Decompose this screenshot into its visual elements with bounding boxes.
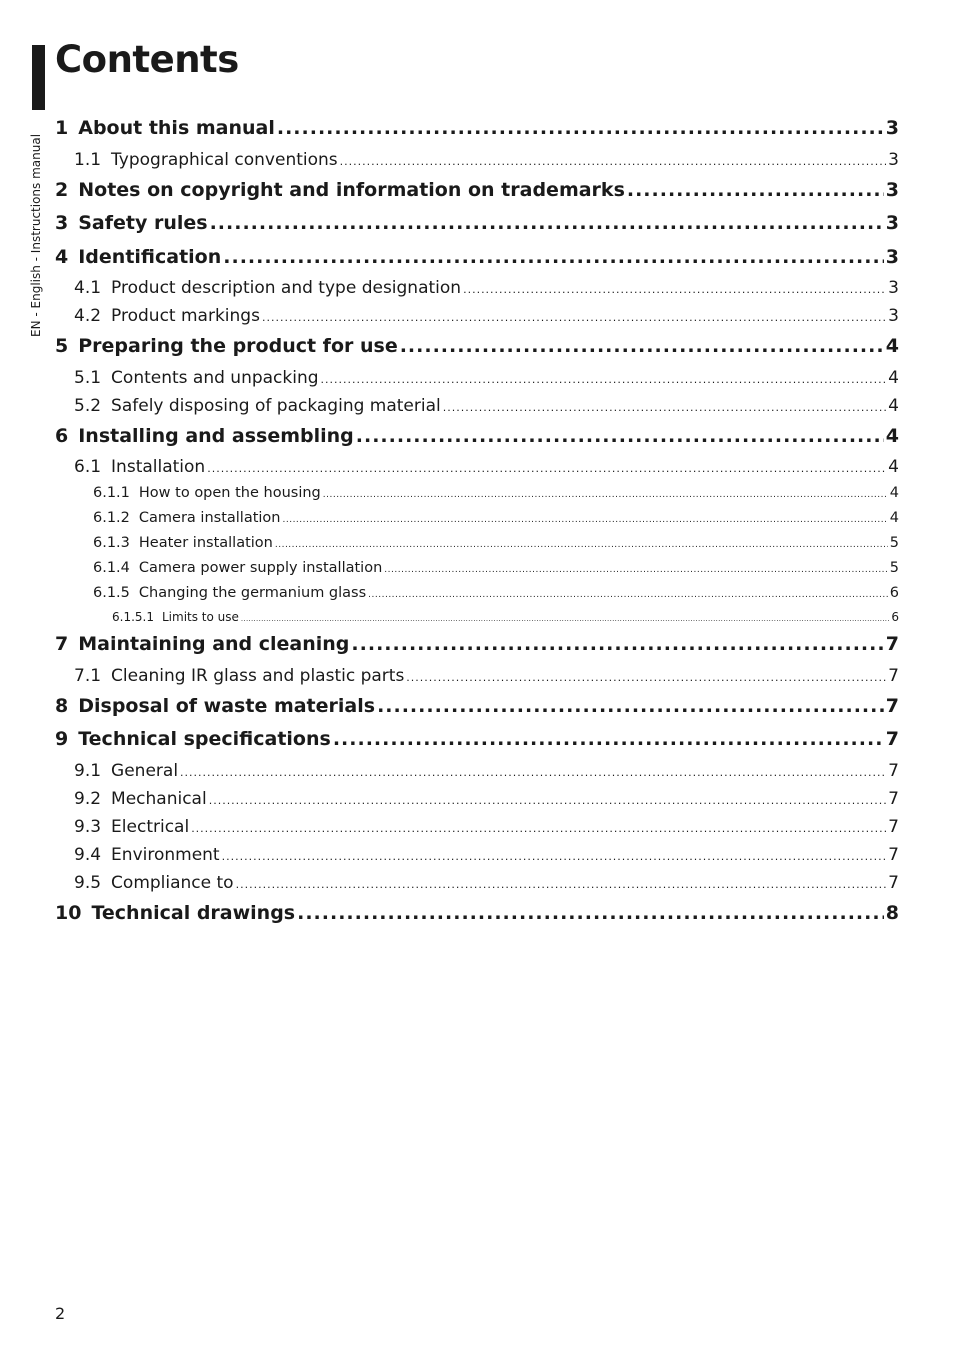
toc-entry-label: Installing and assembling bbox=[78, 424, 354, 447]
toc-entry[interactable] bbox=[55, 897, 899, 931]
toc-entry-label: Cleaning IR glass and plastic parts bbox=[111, 665, 405, 686]
toc-entry[interactable] bbox=[55, 813, 899, 841]
toc-dot-leader bbox=[207, 455, 886, 483]
toc-dot-leader bbox=[340, 148, 887, 176]
toc-dot-leader bbox=[262, 304, 886, 332]
toc-entry-page: 3 bbox=[885, 117, 899, 139]
toc-entry-page: 7 bbox=[885, 728, 899, 750]
toc-entry[interactable] bbox=[55, 785, 899, 813]
toc-dot-leader bbox=[210, 207, 884, 241]
toc-dot-leader bbox=[368, 583, 888, 608]
toc-entry-label: Safety rules bbox=[78, 212, 208, 234]
toc-entry-number: 6 bbox=[55, 424, 69, 447]
toc-entry-number: 9.1 bbox=[74, 760, 102, 781]
toc-entry-label: How to open the housing bbox=[138, 485, 321, 501]
toc-entry[interactable] bbox=[55, 364, 899, 392]
toc-entry-label: Disposal of waste materials bbox=[78, 694, 376, 717]
toc-entry-number: 9.3 bbox=[74, 816, 102, 837]
toc-entry[interactable] bbox=[55, 581, 899, 606]
toc-entry[interactable] bbox=[55, 723, 899, 757]
toc-dot-leader bbox=[384, 558, 887, 583]
toc-entry-label: Product markings bbox=[111, 306, 260, 326]
toc-dot-leader bbox=[333, 723, 884, 757]
toc-entry-number: 9 bbox=[55, 728, 69, 750]
toc-entry-page: 3 bbox=[888, 278, 899, 298]
toc-entry[interactable] bbox=[55, 174, 899, 208]
toc-dot-leader bbox=[222, 843, 887, 871]
toc-entry-label: Identification bbox=[78, 245, 222, 268]
toc-entry-page: 7 bbox=[885, 633, 899, 655]
toc-entry-label: Contents and unpacking bbox=[111, 367, 319, 388]
toc-entry-label: Mechanical bbox=[111, 788, 207, 809]
toc-entry-number: 3 bbox=[55, 212, 69, 234]
toc-entry-number: 6.1.3 bbox=[93, 535, 130, 551]
toc-entry[interactable] bbox=[55, 241, 899, 275]
toc-entry-label: Camera power supply installation bbox=[138, 560, 383, 576]
toc-entry-page: 4 bbox=[889, 510, 899, 526]
toc-entry-number: 5.2 bbox=[74, 395, 102, 416]
toc-entry-page: 8 bbox=[885, 901, 899, 924]
toc-entry-page: 5 bbox=[889, 535, 899, 551]
toc-entry-number: 9.2 bbox=[74, 788, 102, 809]
toc-entry[interactable] bbox=[55, 628, 899, 662]
toc-entry-page: 7 bbox=[888, 665, 899, 686]
toc-entry[interactable] bbox=[55, 606, 899, 628]
toc-entry[interactable] bbox=[55, 757, 899, 785]
toc-dot-leader bbox=[223, 241, 884, 275]
toc-entry-number: 6.1 bbox=[74, 457, 102, 477]
toc-entry-number: 6.1.2 bbox=[93, 510, 130, 526]
toc-entry-page: 4 bbox=[889, 485, 899, 501]
toc-entry-label: Notes on copyright and information on trademarks bbox=[78, 178, 625, 201]
toc-entry-number: 9.5 bbox=[74, 872, 102, 893]
toc-entry-label: Maintaining and cleaning bbox=[78, 633, 350, 655]
toc-entry-label: Typographical conventions bbox=[111, 149, 338, 170]
toc-entry-page: 4 bbox=[885, 424, 899, 447]
toc-entry-label: Safely disposing of packaging material bbox=[111, 395, 441, 416]
toc-entry-page: 6 bbox=[891, 610, 899, 624]
toc-entry-number: 6.1.5 bbox=[93, 585, 130, 601]
side-label: EN - English - Instructions manual bbox=[29, 133, 43, 337]
toc-entry-label: Changing the germanium glass bbox=[138, 585, 367, 601]
toc-dot-leader bbox=[236, 871, 887, 899]
toc-entry[interactable] bbox=[55, 531, 899, 556]
toc-dot-leader bbox=[400, 330, 884, 364]
toc-entry-label: Preparing the product for use bbox=[78, 335, 398, 357]
toc-entry-number: 10 bbox=[55, 901, 82, 924]
toc-entry[interactable] bbox=[55, 392, 899, 420]
toc-entry[interactable] bbox=[55, 274, 899, 302]
toc-dot-leader bbox=[321, 366, 887, 394]
toc-entry[interactable] bbox=[55, 302, 899, 330]
toc-entry[interactable] bbox=[55, 556, 899, 581]
toc-entry-label: Technical drawings bbox=[91, 901, 296, 924]
toc-entry[interactable] bbox=[55, 112, 899, 146]
toc-dot-leader bbox=[463, 276, 886, 304]
toc-dot-leader bbox=[275, 533, 888, 558]
toc-entry-page: 6 bbox=[889, 585, 899, 601]
toc-entry-label: Camera installation bbox=[138, 510, 281, 526]
toc-entry-label: Limits to use bbox=[161, 610, 239, 624]
toc-entry-number: 6.1.5.1 bbox=[112, 610, 154, 624]
toc-entry-label: Compliance to bbox=[111, 872, 234, 893]
toc-entry-number: 5 bbox=[55, 335, 69, 357]
toc-entry-page: 7 bbox=[888, 816, 899, 837]
toc-entry-page: 7 bbox=[888, 844, 899, 865]
toc-entry[interactable] bbox=[55, 453, 899, 481]
toc-entry-number: 4 bbox=[55, 245, 69, 268]
toc-entry-page: 3 bbox=[885, 178, 899, 201]
toc-entry-page: 5 bbox=[889, 560, 899, 576]
toc-dot-leader bbox=[627, 174, 884, 208]
toc-entry-number: 4.1 bbox=[74, 278, 102, 298]
toc-entry[interactable] bbox=[55, 506, 899, 531]
side-bar-marker bbox=[32, 45, 45, 110]
toc-entry-label: Product description and type designation bbox=[111, 278, 462, 298]
toc-entry-page: 7 bbox=[888, 760, 899, 781]
toc-entry-label: Environment bbox=[111, 844, 220, 865]
toc-entry-number: 5.1 bbox=[74, 367, 102, 388]
toc-entry[interactable] bbox=[55, 841, 899, 869]
toc-dot-leader bbox=[209, 787, 886, 815]
toc-entry-number: 6.1.4 bbox=[93, 560, 130, 576]
toc-entry-page: 4 bbox=[888, 457, 899, 477]
toc-entry[interactable] bbox=[55, 330, 899, 364]
toc-dot-leader bbox=[191, 815, 886, 843]
toc-entry[interactable] bbox=[55, 481, 899, 506]
toc-dot-leader bbox=[180, 759, 886, 787]
toc-entry-page: 4 bbox=[888, 367, 899, 388]
toc-entry-number: 4.2 bbox=[74, 306, 102, 326]
toc-entry[interactable] bbox=[55, 207, 899, 241]
toc-entry-page: 7 bbox=[885, 694, 899, 717]
toc-entry-page: 4 bbox=[888, 395, 899, 416]
toc-entry-page: 7 bbox=[888, 872, 899, 893]
toc-entry-number: 7 bbox=[55, 633, 69, 655]
toc-entry-number: 6.1.1 bbox=[93, 485, 130, 501]
toc-entry-number: 2 bbox=[55, 178, 69, 201]
toc-entry[interactable] bbox=[55, 690, 899, 724]
toc-entry-page: 3 bbox=[885, 212, 899, 234]
toc-entry-number: 7.1 bbox=[74, 665, 102, 686]
toc-entry-number: 1 bbox=[55, 117, 69, 139]
toc-entry[interactable] bbox=[55, 146, 899, 174]
toc-entry-page: 4 bbox=[885, 335, 899, 357]
toc-entry-page: 3 bbox=[888, 306, 899, 326]
toc-entry[interactable] bbox=[55, 420, 899, 454]
toc-entry[interactable] bbox=[55, 662, 899, 690]
toc-dot-leader bbox=[406, 664, 886, 692]
toc-entry-page: 7 bbox=[888, 788, 899, 809]
toc-dot-leader bbox=[351, 628, 883, 662]
toc-entry-page: 3 bbox=[888, 149, 899, 170]
toc-entry-number: 8 bbox=[55, 694, 69, 717]
toc-entry[interactable] bbox=[55, 869, 899, 897]
table-of-contents bbox=[55, 112, 899, 930]
toc-dot-leader bbox=[443, 394, 886, 422]
toc-entry-label: General bbox=[111, 760, 179, 781]
toc-entry-label: Installation bbox=[111, 457, 206, 477]
toc-dot-leader bbox=[241, 608, 889, 630]
toc-entry-label: Heater installation bbox=[138, 535, 273, 551]
toc-dot-leader bbox=[277, 112, 884, 146]
toc-dot-leader bbox=[297, 897, 884, 931]
toc-entry-label: Electrical bbox=[111, 816, 190, 837]
toc-dot-leader bbox=[377, 690, 884, 724]
toc-dot-leader bbox=[282, 508, 887, 533]
toc-entry-number: 9.4 bbox=[74, 844, 102, 865]
toc-entry-label: Technical specifications bbox=[78, 728, 331, 750]
toc-dot-leader bbox=[323, 483, 888, 508]
toc-entry-page: 3 bbox=[885, 245, 899, 268]
page-number: 2 bbox=[55, 1304, 66, 1323]
toc-dot-leader bbox=[356, 420, 884, 454]
toc-entry-label: About this manual bbox=[78, 117, 275, 139]
toc-entry-number: 1.1 bbox=[74, 149, 102, 170]
page-title: Contents bbox=[55, 38, 239, 81]
